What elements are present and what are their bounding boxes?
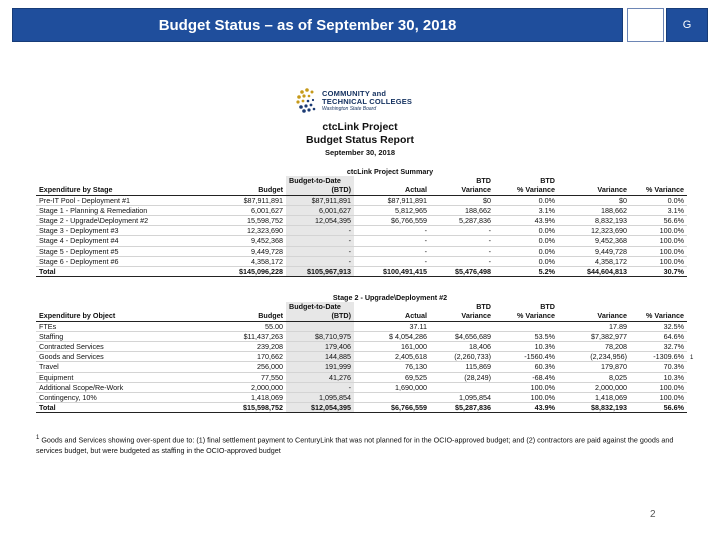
table-cell: (2,260,733) bbox=[430, 352, 494, 362]
total-cell: $5,476,498 bbox=[430, 267, 494, 277]
table-cell: $4,656,689 bbox=[430, 331, 494, 341]
column-header-top: Budget-to-Date bbox=[286, 176, 354, 185]
table-header-row-top bbox=[36, 176, 687, 185]
row-label: Stage 2 - Upgrade\Deployment #2 bbox=[36, 216, 226, 226]
table-cell: - bbox=[354, 246, 430, 256]
table-total-row bbox=[36, 267, 687, 277]
table-row bbox=[36, 226, 687, 236]
table-caption: ctcLink Project Summary bbox=[346, 167, 434, 176]
row-label: Equipment bbox=[36, 372, 226, 382]
table-cell: 8,025 bbox=[558, 372, 630, 382]
table-cell: $87,911,891 bbox=[286, 195, 354, 205]
table-header-row-top bbox=[36, 302, 687, 311]
table-row bbox=[36, 195, 687, 205]
table-cell: 43.9% bbox=[494, 216, 558, 226]
table-caption-row bbox=[36, 167, 687, 176]
blank-cell bbox=[36, 293, 226, 302]
table-cell: -1309.6% bbox=[630, 352, 687, 362]
column-header: Variance bbox=[558, 185, 630, 195]
column-header-top bbox=[354, 302, 430, 311]
blank-cell bbox=[630, 293, 687, 302]
column-header: Variance bbox=[430, 311, 494, 321]
table-cell: $0 bbox=[558, 195, 630, 205]
table-cell: 100.0% bbox=[494, 382, 558, 392]
column-header-top bbox=[36, 176, 226, 185]
table-cell: 70.3% bbox=[630, 362, 687, 372]
column-header-top bbox=[558, 302, 630, 311]
column-header-top bbox=[354, 176, 430, 185]
footnote-marker: 1 bbox=[690, 355, 694, 361]
total-cell: $6,766,559 bbox=[354, 403, 430, 413]
row-label: Additional Scope/Re-Work bbox=[36, 382, 226, 392]
total-cell: 56.6% bbox=[630, 403, 687, 413]
total-cell: $12,054,395 bbox=[286, 403, 354, 413]
column-header-top: BTD bbox=[540, 176, 555, 186]
table-cell: 161,000 bbox=[354, 342, 430, 352]
column-header-top bbox=[226, 302, 286, 311]
table-header-row bbox=[36, 185, 687, 195]
table-cell: 41,276 bbox=[286, 372, 354, 382]
total-cell: $15,598,752 bbox=[226, 403, 286, 413]
table-row bbox=[36, 246, 687, 256]
table-cell: 100.0% bbox=[630, 393, 687, 403]
table-cell: 100.0% bbox=[630, 226, 687, 236]
column-header-top bbox=[630, 302, 687, 311]
total-cell: $8,832,193 bbox=[558, 403, 630, 413]
table-caption: Stage 2 - Upgrade\Deployment #2 bbox=[332, 293, 448, 302]
logo-line1: COMMUNITY and bbox=[322, 89, 387, 98]
table-row bbox=[36, 256, 687, 266]
table-cell: 6,001,627 bbox=[286, 205, 354, 215]
table-cell: 4,358,172 bbox=[226, 256, 286, 266]
row-label: Travel bbox=[36, 362, 226, 372]
table-cell: 0.0% bbox=[494, 246, 558, 256]
table-row bbox=[36, 372, 687, 382]
table-cell: 1,418,069 bbox=[558, 393, 630, 403]
table-cell: 191,999 bbox=[286, 362, 354, 372]
table-row bbox=[36, 352, 687, 362]
report-subtitle: Budget Status Report bbox=[306, 134, 414, 146]
blank-cell bbox=[630, 167, 687, 176]
table-cell: - bbox=[286, 226, 354, 236]
table-row bbox=[36, 393, 687, 403]
table-cell: 32.7% bbox=[630, 342, 687, 352]
row-label: Stage 4 - Deployment #4 bbox=[36, 236, 226, 246]
table-cell: 1,690,000 bbox=[354, 382, 430, 392]
table-cell: 3.1% bbox=[494, 205, 558, 215]
table-cell bbox=[430, 382, 494, 392]
table-cell: 17.89 bbox=[558, 321, 630, 331]
table-cell: 100.0% bbox=[630, 236, 687, 246]
sbctc-logo bbox=[294, 86, 429, 118]
column-header: Budget bbox=[226, 311, 286, 321]
table-caption-row bbox=[36, 293, 687, 302]
table-cell: 56.6% bbox=[630, 216, 687, 226]
table-cell: 69,525 bbox=[354, 372, 430, 382]
table-cell: $11,437,263 bbox=[226, 331, 286, 341]
table-cell: $ 4,054,286 bbox=[354, 331, 430, 341]
row-label: Stage 3 - Deployment #3 bbox=[36, 226, 226, 236]
column-header-top bbox=[226, 176, 286, 185]
table-cell: 100.0% bbox=[630, 246, 687, 256]
table-cell: 0.0% bbox=[494, 236, 558, 246]
table-cell: - bbox=[354, 236, 430, 246]
table-cell: 100.0% bbox=[630, 382, 687, 392]
table-cell: - bbox=[430, 256, 494, 266]
table-cell: - bbox=[430, 246, 494, 256]
table-cell: 2,000,000 bbox=[558, 382, 630, 392]
column-header: Variance bbox=[558, 311, 630, 321]
total-cell: $100,491,415 bbox=[354, 267, 430, 277]
blank-cell bbox=[226, 293, 286, 302]
row-label: Contracted Services bbox=[36, 342, 226, 352]
column-header: Expenditure by Object bbox=[36, 311, 226, 321]
table-cell: -1560.4% bbox=[494, 352, 558, 362]
column-header-top: BTD bbox=[476, 302, 491, 312]
row-label: Staffing bbox=[36, 331, 226, 341]
report-date: September 30, 2018 bbox=[324, 148, 396, 157]
table-cell: 1,095,854 bbox=[286, 393, 354, 403]
column-header: % Variance bbox=[630, 311, 687, 321]
table-cell: 179,870 bbox=[558, 362, 630, 372]
table-cell bbox=[354, 393, 430, 403]
table-cell: 144,885 bbox=[286, 352, 354, 362]
logo-line2: TECHNICAL COLLEGES bbox=[322, 97, 413, 106]
table-cell: 3.1% bbox=[630, 205, 687, 215]
table-cell: - bbox=[286, 236, 354, 246]
table-row bbox=[36, 362, 687, 372]
table-cell: - bbox=[354, 226, 430, 236]
table-cell: $87,911,891 bbox=[226, 195, 286, 205]
title-bar bbox=[12, 8, 623, 42]
table-cell: (2,234,956) bbox=[558, 352, 630, 362]
column-header: Actual bbox=[354, 185, 430, 195]
table-cell: (28,249) bbox=[430, 372, 494, 382]
total-cell: $145,096,228 bbox=[226, 267, 286, 277]
column-header: % Variance bbox=[494, 311, 558, 321]
blank-cell bbox=[226, 167, 286, 176]
table-cell: 8,832,193 bbox=[558, 216, 630, 226]
stage2-object-table bbox=[36, 293, 687, 413]
table-cell: 5,287,836 bbox=[430, 216, 494, 226]
total-cell: $44,604,813 bbox=[558, 267, 630, 277]
table-cell: 9,452,368 bbox=[558, 236, 630, 246]
table-cell: 12,323,690 bbox=[226, 226, 286, 236]
row-label: Stage 6 - Deployment #6 bbox=[36, 256, 226, 266]
status-indicator-blank bbox=[627, 8, 664, 42]
logo-mark-icon bbox=[294, 86, 324, 116]
table-cell: 115,869 bbox=[430, 362, 494, 372]
footnote bbox=[36, 433, 676, 456]
table-cell bbox=[430, 321, 494, 331]
column-header: (BTD) bbox=[286, 185, 354, 195]
column-header: % Variance bbox=[630, 185, 687, 195]
blank-cell bbox=[494, 293, 558, 302]
row-label: Goods and Services bbox=[36, 352, 226, 362]
table-cell: 179,406 bbox=[286, 342, 354, 352]
table-cell: - bbox=[354, 256, 430, 266]
table-cell: 5,812,965 bbox=[354, 205, 430, 215]
table-header-row bbox=[36, 311, 687, 321]
column-header: Variance bbox=[430, 185, 494, 195]
table-cell: $8,710,975 bbox=[286, 331, 354, 341]
column-header-top bbox=[558, 176, 630, 185]
table-cell: 9,449,728 bbox=[558, 246, 630, 256]
table-cell: 64.6% bbox=[630, 331, 687, 341]
table-cell: -68.4% bbox=[494, 372, 558, 382]
blank-cell bbox=[558, 293, 630, 302]
total-cell: 30.7% bbox=[630, 267, 687, 277]
table-cell: 55.00 bbox=[226, 321, 286, 331]
table-cell: 15,598,752 bbox=[226, 216, 286, 226]
table-cell: 53.5% bbox=[494, 331, 558, 341]
table-cell: 2,405,618 bbox=[354, 352, 430, 362]
table-cell: 1,418,069 bbox=[226, 393, 286, 403]
table-cell: 77,550 bbox=[226, 372, 286, 382]
table-cell: 0.0% bbox=[494, 256, 558, 266]
row-label: Stage 1 - Planning & Remediation bbox=[36, 205, 226, 215]
total-cell: 43.9% bbox=[494, 403, 558, 413]
table-cell: 188,662 bbox=[430, 205, 494, 215]
table-cell: 239,208 bbox=[226, 342, 286, 352]
footnote-number: 1 bbox=[36, 435, 40, 441]
table-cell: 12,323,690 bbox=[558, 226, 630, 236]
table-cell: 18,406 bbox=[430, 342, 494, 352]
table-cell: 0.0% bbox=[494, 195, 558, 205]
table-cell: 9,449,728 bbox=[226, 246, 286, 256]
table-cell: 32.5% bbox=[630, 321, 687, 331]
table-cell: 2,000,000 bbox=[226, 382, 286, 392]
page-number: 2 bbox=[650, 509, 656, 520]
table-cell: $7,382,977 bbox=[558, 331, 630, 341]
table-cell: 6,001,627 bbox=[226, 205, 286, 215]
table-cell: 1,095,854 bbox=[430, 393, 494, 403]
table-cell: - bbox=[286, 246, 354, 256]
total-label: Total bbox=[36, 267, 226, 277]
table-row bbox=[36, 236, 687, 246]
table-row bbox=[36, 331, 687, 341]
column-header-top bbox=[36, 302, 226, 311]
table-cell: 188,662 bbox=[558, 205, 630, 215]
logo-line3: Washington State Board bbox=[322, 106, 377, 112]
status-indicator-green: G bbox=[666, 8, 708, 42]
table-cell: 170,662 bbox=[226, 352, 286, 362]
table-cell: 10.3% bbox=[630, 372, 687, 382]
table-cell: - bbox=[286, 256, 354, 266]
blank-cell bbox=[36, 167, 226, 176]
table-cell: 12,054,395 bbox=[286, 216, 354, 226]
table-cell: - bbox=[430, 226, 494, 236]
column-header: Budget bbox=[226, 185, 286, 195]
table-cell: 10.3% bbox=[494, 342, 558, 352]
table-cell: 0.0% bbox=[494, 226, 558, 236]
row-label: FTEs bbox=[36, 321, 226, 331]
row-label: Pre-IT Pool - Deployment #1 bbox=[36, 195, 226, 205]
table-cell: 100.0% bbox=[494, 393, 558, 403]
total-cell: $5,287,836 bbox=[430, 403, 494, 413]
table-cell: 0.0% bbox=[630, 195, 687, 205]
column-header-top: BTD bbox=[476, 176, 491, 186]
table-cell bbox=[286, 321, 354, 331]
column-header: Actual bbox=[354, 311, 430, 321]
table-cell bbox=[494, 321, 558, 331]
table-cell: $87,911,891 bbox=[354, 195, 430, 205]
table-row bbox=[36, 342, 687, 352]
total-label: Total bbox=[36, 403, 226, 413]
table-total-row bbox=[36, 403, 687, 413]
column-header: % Variance bbox=[494, 185, 558, 195]
footnote-text: Goods and Services showing over-spent due to: (1) final settlement payment to CenturyLink that was not planned for in the OCIO-approved budget; and (2) contractors are paid against the goods and services budget, but were budgeted as staffing in the OCIO-approved budget bbox=[36, 435, 674, 456]
table-cell: 100.0% bbox=[630, 256, 687, 266]
slide-title: Budget Status – as of September 30, 2018 bbox=[158, 16, 457, 34]
column-header-top bbox=[630, 176, 687, 185]
row-label: Stage 5 - Deployment #5 bbox=[36, 246, 226, 256]
stage-summary-table bbox=[36, 167, 687, 277]
table-cell: - bbox=[430, 236, 494, 246]
table-row bbox=[36, 205, 687, 215]
total-cell: 5.2% bbox=[494, 267, 558, 277]
row-label: Contingency, 10% bbox=[36, 393, 226, 403]
table-cell: 60.3% bbox=[494, 362, 558, 372]
table-row bbox=[36, 321, 687, 331]
report-title: ctcLink Project bbox=[322, 121, 398, 133]
table-cell: $0 bbox=[430, 195, 494, 205]
table-cell: 9,452,368 bbox=[226, 236, 286, 246]
table-cell: $6,766,559 bbox=[354, 216, 430, 226]
table-row bbox=[36, 382, 687, 392]
table-cell: - bbox=[286, 382, 354, 392]
column-header-top: BTD bbox=[540, 302, 555, 312]
column-header-top: Budget-to-Date bbox=[286, 302, 354, 311]
blank-cell bbox=[494, 167, 558, 176]
table-cell: 37.11 bbox=[354, 321, 430, 331]
table-cell: 76,130 bbox=[354, 362, 430, 372]
column-header: (BTD) bbox=[286, 311, 354, 321]
table-cell: 256,000 bbox=[226, 362, 286, 372]
blank-cell bbox=[558, 167, 630, 176]
table-row bbox=[36, 216, 687, 226]
table-cell: 78,208 bbox=[558, 342, 630, 352]
total-cell: $105,967,913 bbox=[286, 267, 354, 277]
table-cell: 4,358,172 bbox=[558, 256, 630, 266]
column-header: Expenditure by Stage bbox=[36, 185, 226, 195]
